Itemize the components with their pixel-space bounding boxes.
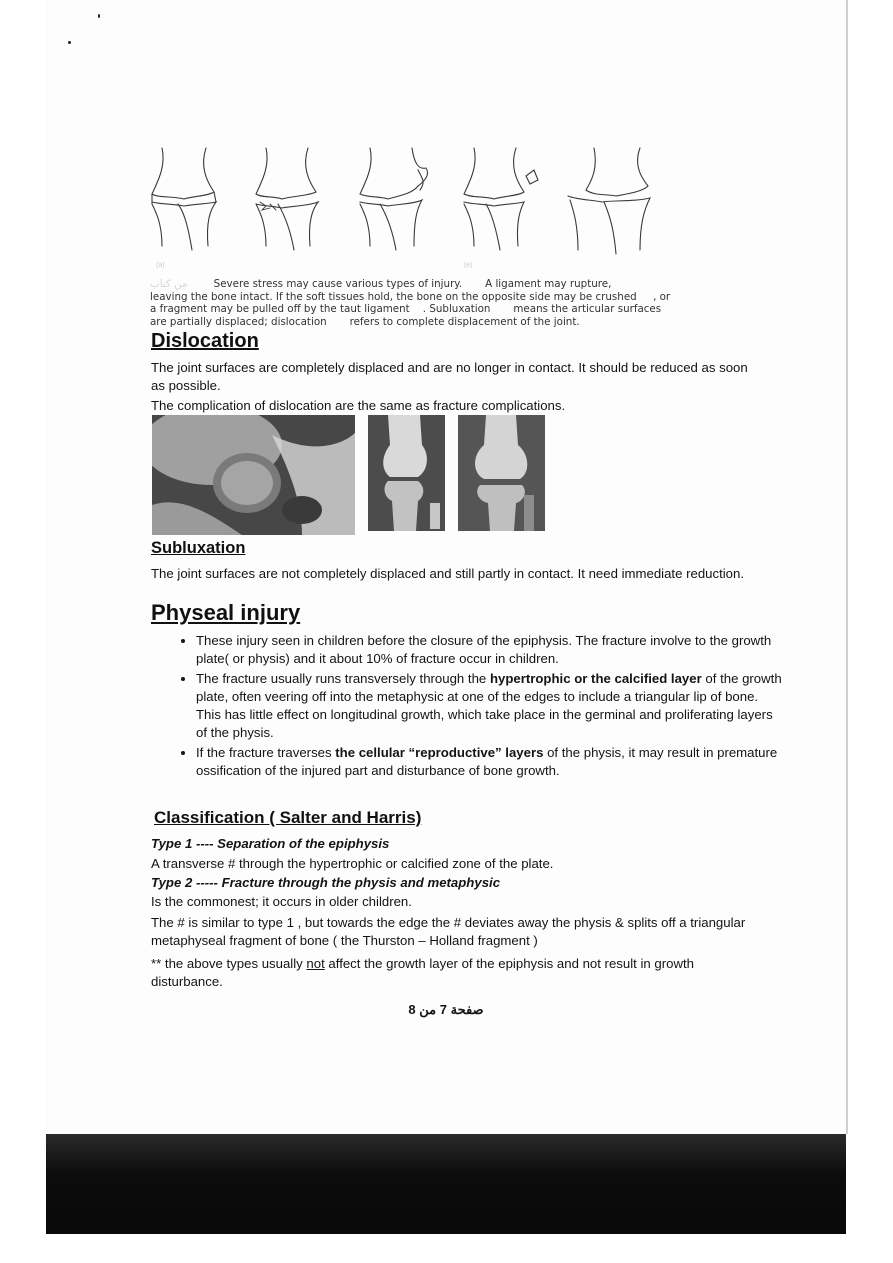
scan-bottom-band	[46, 1134, 846, 1234]
scan-margin-right	[846, 0, 893, 1263]
dislocation-complication: The complication of dislocation are the same as fracture complications.	[151, 398, 566, 413]
caption-text: Severe stress may cause various types of injury.	[213, 278, 463, 290]
bullet-text: If the fracture traverses	[196, 745, 336, 760]
type2-text: Is the commonest; it occurs in older children.	[151, 894, 412, 909]
physeal-bullet-list	[170, 632, 786, 782]
classification-note	[151, 955, 746, 990]
page-content	[46, 0, 846, 1134]
bullet-text: of the growth plate, often veering off into the metaphysic at one of the edges to include a triangular lip of bone. This has little effect on longitudinal growth, which take place in the germinal and proliferating layers of the physis.	[196, 671, 782, 740]
dislocation-heading: Dislocation	[151, 330, 259, 352]
type2-heading: Type 2 ----- Fracture through the physis and metaphysic	[151, 875, 501, 890]
physeal-bullet	[196, 632, 786, 668]
dislocation-paragraph: The joint surfaces are completely displaced and are no longer in contact. It should be reduced as soon as possible.	[151, 360, 748, 393]
bullet-text: These injury seen in children before the closure of the epiphysis. The fracture involve to the growth plate( or physis) and it about 10% of fracture occur in children.	[196, 633, 772, 666]
xray-knee-lateral-image	[368, 415, 445, 531]
knee-sketch-normal	[152, 148, 216, 250]
knee-sketch-fragment-avulsion	[464, 148, 538, 250]
caption-text: a fragment may be pulled off by the taut ligament	[150, 303, 410, 315]
note-underlined-word: not	[306, 956, 325, 971]
figure-label-faded: (a)	[156, 262, 165, 269]
type2-description: The # is similar to type 1 , but towards the edge the # deviates away the physis & splits off a triangular metaphyseal fragment of bone ( the Thurston – Holland fragment )	[151, 915, 746, 948]
xray-knee-ap-image	[458, 415, 545, 531]
caption-text: refers to complete displacement of the joint.	[349, 315, 580, 328]
note-text: ** the above types usually	[151, 956, 307, 971]
bullet-text: of the physis, it may result in premature ossification of the injured part and disturbance of bone growth.	[196, 745, 778, 778]
figure-label-faded: (e)	[464, 262, 473, 269]
subluxation-paragraph: The joint surfaces are not completely displaced and still partly in contact. It need immediate reduction.	[151, 566, 745, 581]
knee-sketch-bone-crushed	[360, 148, 428, 250]
caption-faded-lead: من كتاب	[150, 278, 188, 290]
caption-text: means the articular surfaces	[513, 303, 662, 315]
scan-margin-left	[0, 0, 46, 1263]
classification-heading: Classification ( Salter and Harris)	[154, 808, 422, 827]
figure-caption	[150, 278, 698, 328]
note-text: affect the growth layer of the epiphysis and not result in growth disturbance.	[151, 956, 694, 989]
caption-text: leaving the bone intact. If the soft tissues hold, the bone on the opposite side may be crushed	[150, 290, 637, 303]
joint-injury-diagram	[148, 146, 678, 258]
xray-hip-image	[152, 415, 355, 535]
physeal-bullet	[196, 670, 786, 742]
knee-sketch-ligament-rupture	[256, 148, 318, 250]
xray-hip-dislocation	[152, 415, 355, 535]
physeal-heading: Physeal injury	[151, 600, 301, 625]
type1-heading: Type 1 ---- Separation of the epiphysis	[151, 836, 390, 851]
caption-text: , or	[653, 290, 671, 303]
knee-sketch-subluxation	[568, 148, 650, 254]
xray-knee-lateral	[368, 415, 445, 531]
bullet-bold-text: hypertrophic or the calcified layer	[489, 671, 702, 686]
caption-text: A ligament may rupture,	[485, 278, 612, 290]
xray-knee-ap	[458, 415, 545, 531]
page-number: صفحة 7 من 8	[408, 1002, 484, 1017]
bullet-text: The fracture usually runs transversely through the	[196, 671, 490, 686]
document-page	[46, 0, 848, 1134]
caption-text: are partially displaced; dislocation	[150, 315, 327, 328]
type1-text: A transverse # through the hypertrophic or calcified zone of the plate.	[151, 856, 554, 871]
caption-text: . Subluxation	[422, 303, 491, 315]
bullet-bold-text: the cellular “reproductive” layers	[335, 745, 544, 760]
subluxation-heading: Subluxation	[151, 539, 246, 557]
physeal-bullet	[196, 744, 786, 780]
